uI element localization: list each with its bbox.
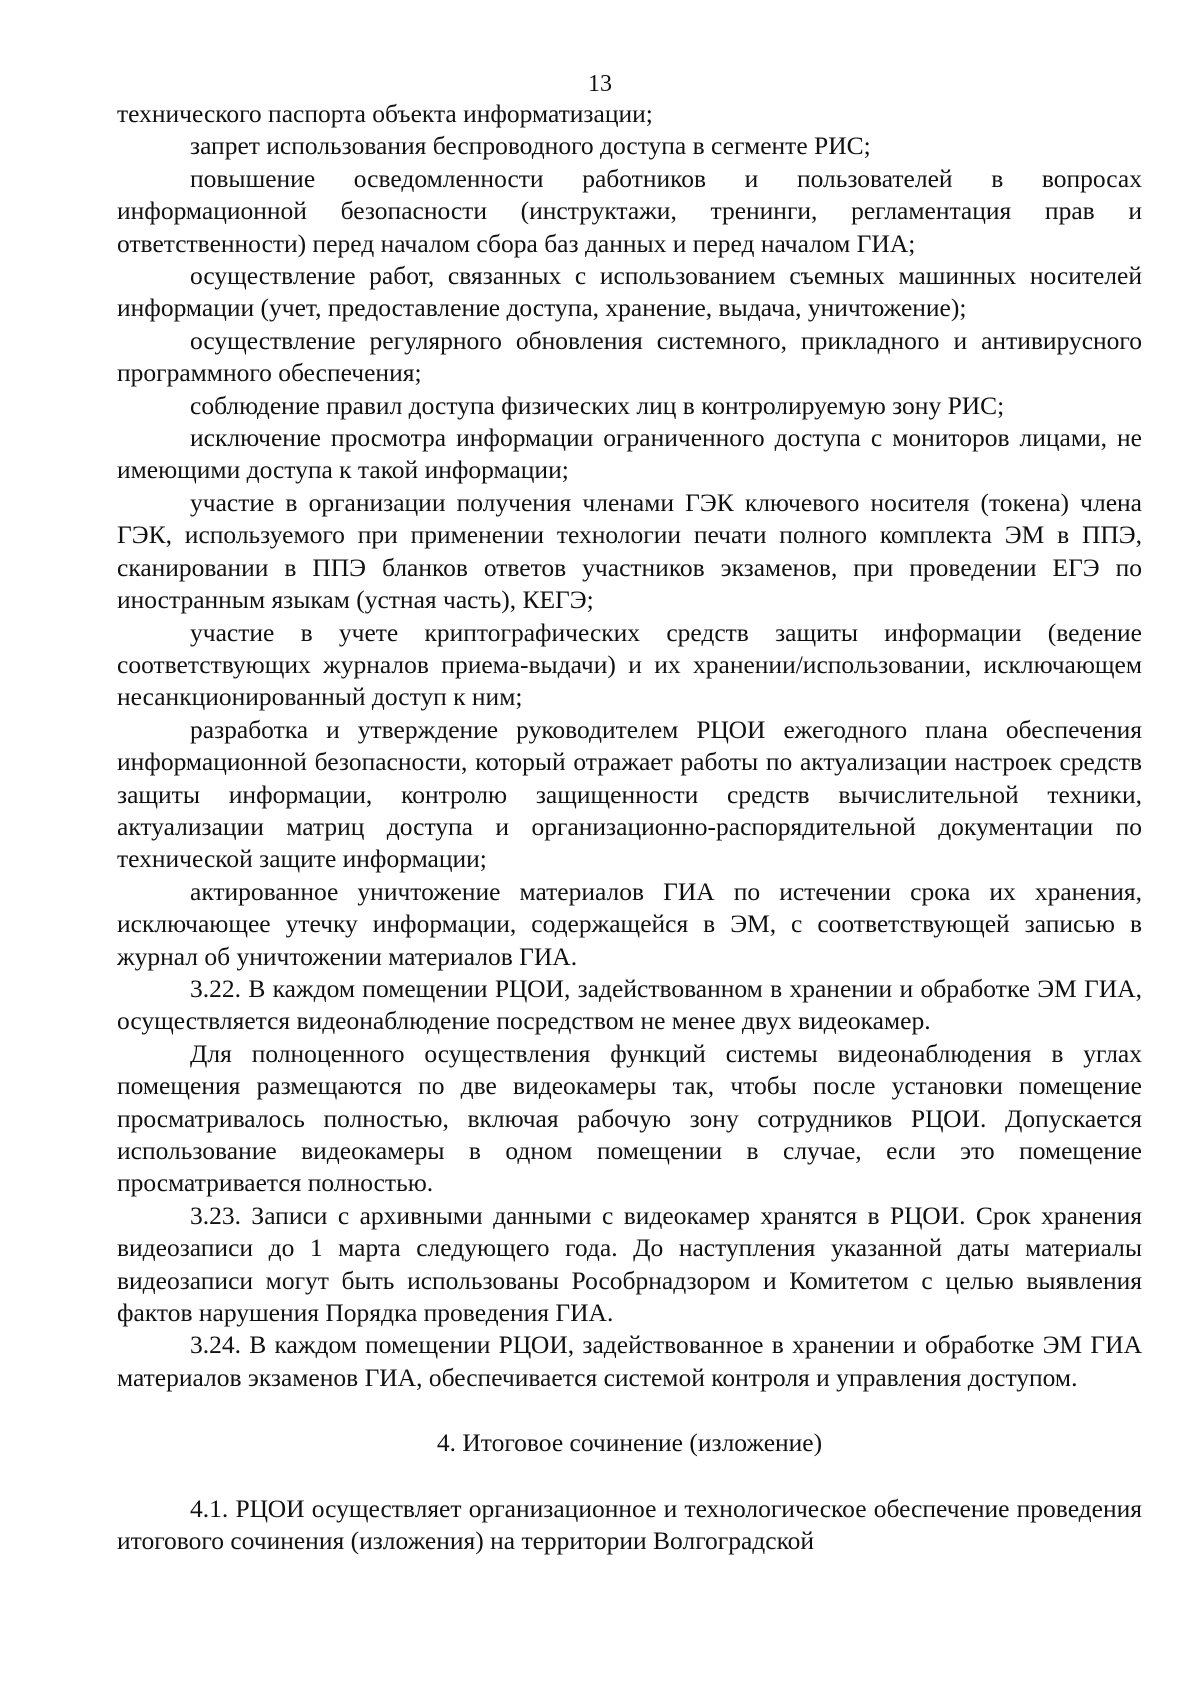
document-body: [117, 98, 1142, 1557]
paragraph: осуществление регулярного обновления системного, прикладного и антивирусного программного обеспечения;: [117, 325, 1142, 388]
paragraph: соблюдение правил доступа физических лиц в контролируемую зону РИС;: [190, 390, 1005, 420]
paragraph: Для полноценного осуществления функций системы видеонаблюдения в углах помещения размещаются по две видеокамеры так, чтобы после установки помещение просматривалось полностью, включая рабочую зону сотрудников РЦОИ. Допускается использование видеокамеры в одном помещении в случае, если это помещение просматривается полностью.: [117, 1038, 1142, 1198]
paragraph: 3.22. В каждом помещении РЦОИ, задействованном в хранении и обработке ЭМ ГИА, осуществляется видеонаблюдение посредством не менее двух видеокамер.: [117, 973, 1142, 1036]
section-heading: 4. Итоговое сочинение (изложение): [436, 1428, 823, 1458]
paragraph-group-section-4: [117, 1493, 1142, 1558]
paragraph: участие в организации получения членами ГЭК ключевого носителя (токена) члена ГЭК, используемого при применении технологии печати полного комплекта ЭМ в ППЭ, сканировании в ППЭ бланков ответов участников экзаменов, при проведении ЕГЭ по иностранным языкам (устная часть), КЕГЭ;: [117, 487, 1142, 615]
paragraph: осуществление работ, связанных с использованием съемных машинных носителей информации (учет, предоставление доступа, хранение, выдача, уничтожение);: [117, 261, 1142, 323]
paragraph: разработка и утверждение руководителем РЦОИ ежегодного плана обеспечения информационной безопасности, который отражает работы по актуализации настроек средств защиты информации, контролю защищенности средств вычислительной техники, актуализации матриц доступа и организационно-распорядительной документации по технической защите информации;: [117, 714, 1142, 874]
paragraph: повышение осведомленности работников и пользователей в вопросах информационной безопасности (инструктажи, тренинги, регламентация прав и ответственности) перед началом сбора баз данных и перед началом ГИА;: [117, 163, 1142, 258]
paragraph: участие в учете криптографических средств защиты информации (ведение соответствующих журналов приема-выдачи) и их хранении/использовании, исключающем несанкционированный доступ к ним;: [117, 617, 1142, 712]
paragraph-group-section-3: [117, 98, 1142, 1394]
paragraph: актированное уничтожение материалов ГИА по истечении срока их хранения, исключающее утечку информации, содержащейся в ЭМ, с соответствующей записью в журнал об уничтожении материалов ГИА.: [117, 876, 1142, 971]
paragraph: запрет использования беспроводного доступа в сегменте РИС;: [190, 131, 871, 161]
paragraph: 4.1. РЦОИ осуществляет организационное и технологическое обеспечение проведения итогового сочинения (изложения) на территории Волгоградской: [117, 1493, 1142, 1556]
paragraph: технического паспорта объекта информатизации;: [117, 99, 653, 128]
paragraph: 3.23. Записи с архивными данными с видеокамер хранятся в РЦОИ. Срок хранения видеозаписи до 1 марта следующего года. До наступления указанной даты материалы видеозаписи могут быть использованы Рособрнадзором и Комитетом с целью выявления фактов нарушения Порядка проведения ГИА.: [117, 1200, 1142, 1328]
paragraph: 3.24. В каждом помещении РЦОИ, задействованное в хранении и обработке ЭМ ГИА материалов экзаменов ГИА, обеспечивается системой контроля и управления доступом.: [117, 1330, 1142, 1392]
page-number: 13: [588, 71, 612, 97]
paragraph: исключение просмотра информации ограниченного доступа с мониторов лицами, не имеющими доступа к такой информации;: [117, 423, 1142, 485]
